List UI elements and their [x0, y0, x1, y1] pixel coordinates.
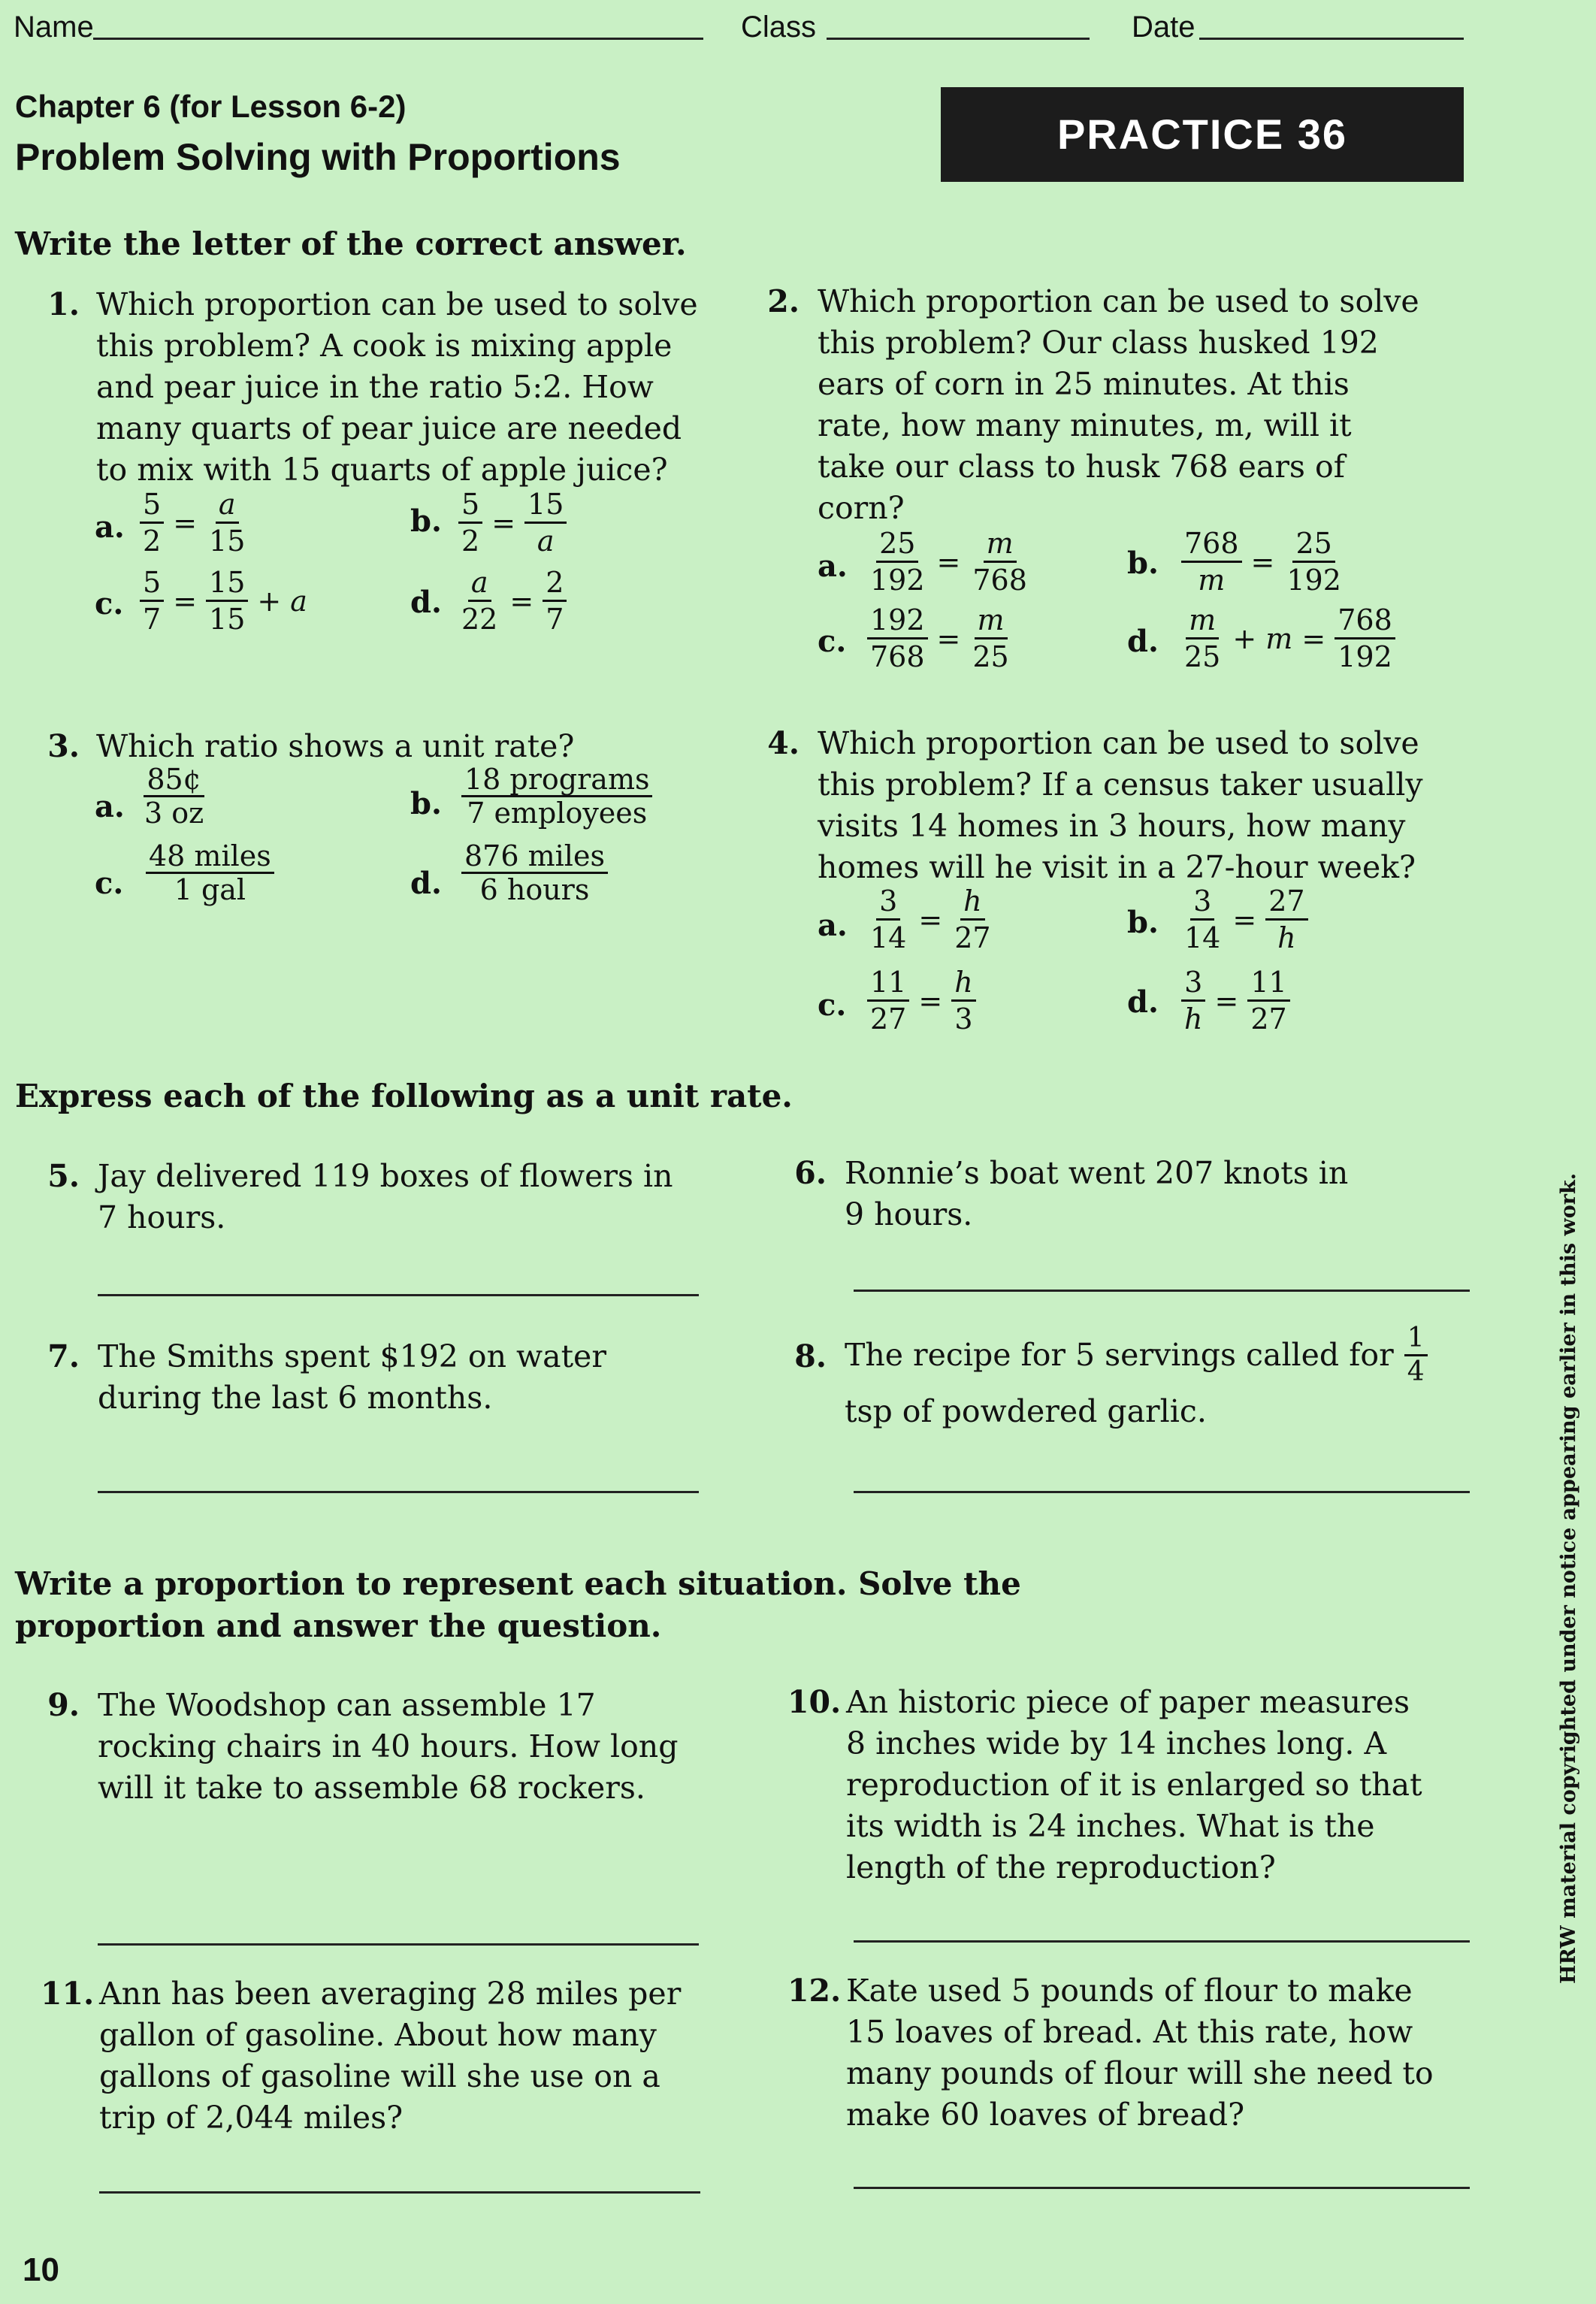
name-label: Name	[14, 11, 94, 44]
q11-number: 11.	[41, 1976, 95, 2012]
q7-answer-line[interactable]	[98, 1491, 699, 1493]
q3-option-b-letter[interactable]: b.	[410, 786, 442, 821]
q7-number: 7.	[47, 1338, 80, 1374]
section-instruction-1: Write the letter of the correct answer.	[15, 225, 687, 262]
date-label: Date	[1132, 11, 1195, 44]
q3-number: 3.	[47, 728, 80, 764]
q2-option-b[interactable]: $\frac{768}{m}$ = $\frac{25}{192}$	[1178, 526, 1347, 597]
q5-answer-line[interactable]	[98, 1294, 699, 1296]
name-line[interactable]	[93, 38, 703, 40]
q4-number: 4.	[767, 725, 800, 761]
page-title: Problem Solving with Proportions	[15, 136, 621, 178]
q3-option-c[interactable]: $\frac{\text{48 miles}}{\text{1 gal}}$	[143, 840, 277, 906]
q4-text: Which proportion can be used to solve this problem? If a census taker usually visits 14 homes in 3 hours, how many homes will he visit in a 27-hour week?	[818, 725, 1423, 885]
q9-text: The Woodshop can assemble 17 rocking chairs in 40 hours. How long will it take to assemble 68 rockers.	[98, 1687, 679, 1806]
q4-option-d[interactable]: $\frac{3}{h}$ = $\frac{11}{27}$	[1178, 965, 1293, 1036]
q4-option-d-letter[interactable]: d.	[1127, 984, 1159, 1020]
q1-option-c[interactable]: $\frac{5}{7}$ = $\frac{15}{15}$ + a	[137, 565, 313, 636]
class-line[interactable]	[827, 38, 1090, 40]
section-instruction-2: Express each of the following as a unit rate.	[15, 1078, 793, 1114]
q1-number: 1.	[47, 286, 80, 322]
chapter-heading: Chapter 6 (for Lesson 6-2)	[15, 89, 407, 124]
q12-number: 12.	[787, 1973, 842, 2009]
page-number: 10	[23, 2251, 59, 2288]
q1-option-a-letter[interactable]: a.	[95, 509, 125, 545]
q10-number: 10.	[787, 1684, 842, 1720]
q3-text: Which ratio shows a unit rate?	[96, 728, 575, 764]
q2-number: 2.	[767, 283, 800, 319]
q9-answer-line[interactable]	[98, 1943, 699, 1946]
q3-option-d[interactable]: $\frac{\text{876 miles}}{\text{6 hours}}$	[458, 840, 611, 906]
q8-text: The recipe for 5 servings called for $\frac{1}{4}$ tsp of powdered garlic.	[845, 1323, 1431, 1432]
q2-option-c[interactable]: $\frac{192}{768}$ = $\frac{m}{25}$	[864, 603, 1015, 674]
q3-option-a[interactable]: $\frac{85¢}{3 oz}$	[144, 763, 204, 830]
q12-text: Kate used 5 pounds of flour to make 15 loaves of bread. At this rate, how many pounds of flour will she need to make 60 loaves of bread?	[846, 1973, 1434, 2133]
q2-option-a[interactable]: $\frac{25}{192}$ = $\frac{m}{768}$	[870, 527, 1027, 597]
q5-text: Jay delivered 119 boxes of flowers in 7 hours.	[98, 1158, 673, 1235]
section-instruction-3: Write a proportion to represent each situation. Solve the proportion and answer the question.	[15, 1565, 1021, 1644]
q4-option-c[interactable]: $\frac{11}{27}$ = $\frac{h}{3}$	[864, 965, 979, 1036]
q2-option-b-letter[interactable]: b.	[1127, 546, 1159, 581]
class-label: Class	[741, 11, 817, 44]
q1-option-b[interactable]: $\frac{5}{2}$ = $\frac{15}{a}$	[455, 487, 570, 558]
q3-option-b[interactable]: $\frac{\text{18 programs}}{\text{7 employees}}$	[458, 763, 655, 829]
q4-option-b-letter[interactable]: b.	[1127, 905, 1159, 940]
q10-text: An historic piece of paper measures 8 inches wide by 14 inches long. A reproduction of it is enlarged so that its width is 24 inches. What is the length of the reproduction?	[846, 1684, 1422, 1885]
q4-option-b[interactable]: $\frac{3}{14}$ = $\frac{27}{h}$	[1178, 884, 1311, 955]
q1-option-b-letter[interactable]: b.	[410, 503, 442, 539]
q12-answer-line[interactable]	[854, 2187, 1470, 2189]
q10-answer-line[interactable]	[854, 1940, 1470, 1943]
date-line[interactable]	[1199, 38, 1464, 40]
q7-text: The Smiths spent $192 on water during the last 6 months.	[98, 1338, 606, 1416]
q6-number: 6.	[794, 1155, 827, 1191]
q2-option-a-letter[interactable]: a.	[818, 549, 848, 584]
q6-text: Ronnie’s boat went 207 knots in 9 hours.	[845, 1155, 1349, 1232]
q3-option-a-letter[interactable]: a.	[95, 789, 125, 824]
q9-number: 9.	[47, 1687, 80, 1723]
q3-option-d-letter[interactable]: d.	[410, 866, 442, 901]
q1-text: Which proportion can be used to solve this problem? A cook is mixing apple and pear juice in the ratio 5:2. How many quarts of pear juice are needed to mix with 15 quarts of apple juice?	[96, 286, 698, 488]
q3-option-c-letter[interactable]: c.	[95, 866, 124, 901]
q6-answer-line[interactable]	[854, 1290, 1470, 1292]
q2-text: Which proportion can be used to solve this problem? Our class husked 192 ears of corn in 25 minutes. At this rate, how many minutes, m, will it take our class to husk 768 ears of corn?	[818, 283, 1419, 526]
q4-option-c-letter[interactable]: c.	[818, 987, 847, 1023]
q5-number: 5.	[47, 1158, 80, 1194]
q2-option-d[interactable]: $\frac{m}{25}$ + m = $\frac{768}{192}$	[1178, 603, 1398, 674]
practice-banner: PRACTICE 36	[941, 87, 1464, 182]
q2-option-d-letter[interactable]: d.	[1127, 624, 1159, 659]
q1-option-c-letter[interactable]: c.	[95, 586, 124, 621]
q1-option-d[interactable]: $\frac{a}{22}$ = $\frac{2}{7}$	[455, 565, 570, 636]
q11-answer-line[interactable]	[99, 2191, 700, 2194]
copyright-notice: HRW material copyrighted under notice appearing earlier in this work.	[1557, 1172, 1580, 1984]
q8-number: 8.	[794, 1338, 827, 1374]
q11-text: Ann has been averaging 28 miles per gallon of gasoline. About how many gallons of gasoline will she use on a trip of 2,044 miles?	[99, 1976, 682, 2136]
q4-option-a-letter[interactable]: a.	[818, 908, 848, 943]
q1-option-d-letter[interactable]: d.	[410, 585, 442, 620]
q2-option-c-letter[interactable]: c.	[818, 624, 847, 659]
q1-option-a[interactable]: $\frac{5}{2}$ = $\frac{a}{15}$	[137, 487, 251, 558]
q8-answer-line[interactable]	[854, 1491, 1470, 1493]
q4-option-a[interactable]: $\frac{3}{14}$ = $\frac{h}{27}$	[870, 884, 991, 954]
